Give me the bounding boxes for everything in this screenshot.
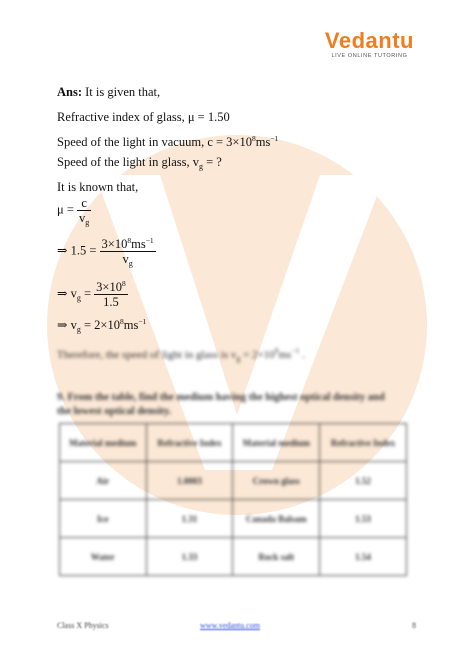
eq4-lhs: ⇒ v bbox=[57, 318, 77, 332]
answer-label: Ans: bbox=[57, 85, 83, 99]
eq2-num-unit-exp: −1 bbox=[145, 236, 154, 245]
answer-intro-text: It is given that, bbox=[85, 85, 161, 99]
table-cell: Canada Balsam bbox=[233, 500, 320, 538]
table-cell: Crown glass bbox=[233, 462, 320, 500]
eq2-den-v: v bbox=[122, 252, 129, 266]
eq4-unit: ms bbox=[123, 318, 139, 332]
table-header-cell: Refractive Index bbox=[320, 424, 407, 462]
table-row bbox=[60, 538, 407, 576]
vedantu-logo bbox=[325, 30, 414, 59]
eq2-denominator bbox=[100, 251, 156, 266]
eq4-exp: 8 bbox=[119, 317, 124, 326]
table-cell: 1.31 bbox=[146, 500, 233, 538]
speed-glass-text: Speed of the light in glass, v bbox=[57, 155, 199, 169]
table-header-cell: Refractive Index bbox=[146, 424, 233, 462]
eq2-num: 3×10 bbox=[101, 237, 128, 251]
speed-vacuum-unit: ms bbox=[255, 135, 271, 149]
eq4-unit-exp: −1 bbox=[138, 317, 147, 326]
eq4-text: = 2×10 bbox=[80, 318, 120, 332]
refractive-index-table bbox=[59, 423, 407, 576]
conclusion-line bbox=[57, 348, 305, 362]
table-cell: 1.53 bbox=[320, 500, 407, 538]
table-cell: Air bbox=[60, 462, 147, 500]
eq3-fraction bbox=[94, 280, 128, 309]
eq1-den-sub: g bbox=[85, 218, 90, 227]
eq2-numerator bbox=[100, 237, 156, 251]
answer-intro bbox=[57, 85, 160, 99]
speed-glass-sub: g bbox=[199, 162, 203, 171]
table-cell: 1.33 bbox=[146, 538, 233, 576]
table-cell: Rock salt bbox=[233, 538, 320, 576]
conclusion-unit: ms bbox=[278, 349, 292, 361]
eq3-lhs-sub: g bbox=[76, 293, 81, 303]
speed-glass-line bbox=[57, 155, 222, 169]
footer-page-number: 8 bbox=[412, 621, 416, 630]
speed-glass-q: = ? bbox=[203, 155, 222, 169]
conclusion-end: . bbox=[299, 349, 305, 361]
logo-wordmark: Vedantu bbox=[324, 28, 414, 53]
eq2-fraction bbox=[100, 237, 156, 266]
table-cell: Water bbox=[60, 538, 147, 576]
conclusion-tail: = 2×10 bbox=[240, 349, 275, 361]
logo-tagline: LIVE ONLINE TUTORING bbox=[331, 53, 408, 59]
footer-website-link[interactable]: www.vedantu.com bbox=[200, 621, 260, 630]
eq4-sub: g bbox=[76, 325, 81, 334]
known-line: It is known that, bbox=[57, 180, 139, 194]
table-cell: 1.0003 bbox=[146, 462, 233, 500]
eq3-num: 3×10 bbox=[96, 280, 122, 294]
eq1-numerator: c bbox=[81, 196, 87, 210]
footer-class-label: Class X Physics bbox=[57, 621, 109, 630]
equation-3 bbox=[57, 280, 128, 309]
eq1-lhs: μ = bbox=[57, 202, 74, 217]
footer-website bbox=[200, 621, 260, 630]
table-cell: Ice bbox=[60, 500, 147, 538]
eq3-eq: = bbox=[80, 286, 92, 301]
speed-vacuum-unit-exp: −1 bbox=[270, 134, 279, 143]
eq3-numerator bbox=[94, 280, 128, 294]
conclusion-exp: 8 bbox=[274, 346, 279, 355]
table-row bbox=[60, 500, 407, 538]
eq3-lhs: ⇒ v bbox=[57, 286, 77, 301]
eq2-num-unit: ms bbox=[131, 237, 146, 251]
conclusion-text: Therefore, the speed of light in glass is v bbox=[57, 349, 237, 361]
refractive-index-line: Refractive index of glass, μ = 1.50 bbox=[57, 110, 230, 124]
table-header-cell: Material medium bbox=[233, 424, 320, 462]
eq1-denominator bbox=[77, 210, 91, 225]
equation-4 bbox=[57, 318, 146, 332]
conclusion-sub: g bbox=[236, 354, 241, 363]
eq2-lhs: ⇒ 1.5 = bbox=[57, 243, 97, 258]
eq1-den-v: v bbox=[79, 211, 86, 225]
speed-vacuum-line bbox=[57, 135, 278, 149]
table-cell: 1.54 bbox=[320, 538, 407, 576]
eq3-denominator: 1.5 bbox=[94, 294, 128, 309]
eq3-num-exp: 8 bbox=[121, 279, 126, 288]
speed-vacuum-exp: 8 bbox=[251, 134, 256, 143]
question-line-2: the lowest optical density. bbox=[57, 406, 172, 417]
eq1-fraction bbox=[77, 196, 91, 225]
conclusion-unit-exp: −1 bbox=[291, 346, 300, 355]
table-header-cell: Material medium bbox=[60, 424, 147, 462]
table-cell: 1.52 bbox=[320, 462, 407, 500]
equation-1 bbox=[57, 196, 91, 225]
table-row bbox=[60, 462, 407, 500]
speed-vacuum-text: Speed of the light in vacuum, c = 3×10 bbox=[57, 135, 252, 149]
eq2-num-exp: 8 bbox=[127, 236, 132, 245]
eq2-den-sub: g bbox=[128, 259, 133, 268]
question-line-1: 9. From the table, find the medium having the highest optical density and bbox=[57, 392, 385, 403]
table-header-row bbox=[60, 424, 407, 462]
equation-2 bbox=[57, 237, 156, 266]
